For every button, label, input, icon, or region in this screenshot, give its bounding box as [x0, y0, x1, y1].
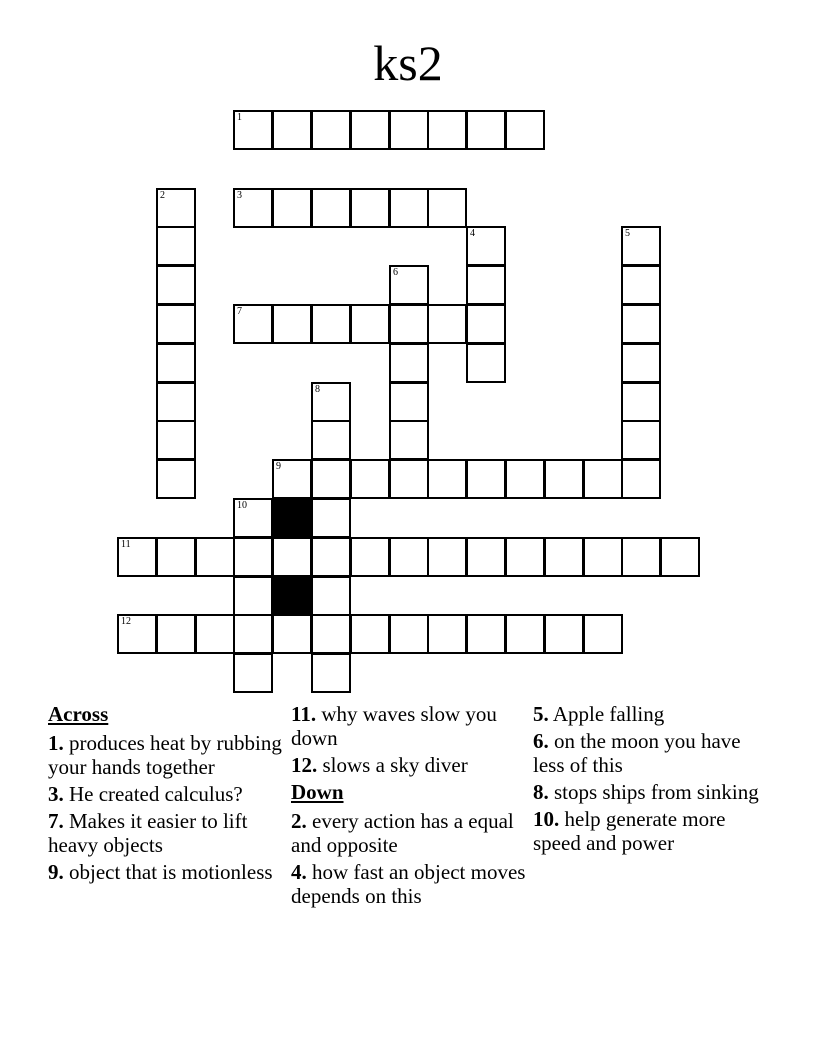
clue-down-2	[291, 809, 527, 857]
grid-cell[interactable]	[621, 420, 661, 460]
grid-cell[interactable]	[505, 537, 545, 577]
grid-cell[interactable]	[389, 265, 429, 305]
grid-cell[interactable]	[311, 614, 351, 654]
grid-cell[interactable]	[621, 382, 661, 422]
cell-number: 7	[237, 306, 242, 317]
across-heading: Across	[48, 702, 109, 726]
grid-cell[interactable]	[156, 614, 196, 654]
grid-cell[interactable]	[466, 459, 506, 499]
grid-cell[interactable]	[583, 537, 623, 577]
clue-number: 12.	[291, 753, 318, 777]
clue-across-9	[48, 860, 284, 884]
cell-number: 12	[121, 616, 131, 627]
grid-cell[interactable]	[311, 188, 351, 228]
grid-cell[interactable]	[466, 537, 506, 577]
clue-text: object that is motionless	[69, 860, 273, 884]
clue-number: 2.	[291, 809, 307, 833]
clue-text: Apple falling	[552, 702, 665, 726]
puzzle-title: ks2	[373, 35, 443, 91]
grid-cell[interactable]	[621, 265, 661, 305]
grid-cell[interactable]	[117, 537, 157, 577]
grid-cell[interactable]	[311, 537, 351, 577]
grid-cell[interactable]	[505, 614, 545, 654]
grid-cell[interactable]	[195, 614, 235, 654]
grid-cell[interactable]	[466, 265, 506, 305]
clue-number: 3.	[48, 782, 64, 806]
clue-column-3	[533, 702, 769, 858]
cell-number: 11	[121, 539, 131, 550]
clue-text: every action has a equal and opposite	[291, 809, 514, 857]
grid-cell[interactable]	[272, 459, 312, 499]
clue-down-10	[533, 807, 769, 855]
grid-cell[interactable]	[466, 614, 506, 654]
grid-cell[interactable]	[156, 459, 196, 499]
grid-cell[interactable]	[621, 226, 661, 266]
grid-cell[interactable]	[583, 614, 623, 654]
grid-cell[interactable]	[311, 420, 351, 460]
grid-cell[interactable]	[660, 537, 700, 577]
grid-cell[interactable]	[117, 614, 157, 654]
clue-text: Makes it easier to lift heavy objects	[48, 809, 248, 857]
grid-cell[interactable]	[621, 343, 661, 383]
grid-cell[interactable]	[350, 304, 390, 344]
grid-cell[interactable]	[389, 343, 429, 383]
clue-across-11	[291, 702, 527, 750]
clue-number: 9.	[48, 860, 64, 884]
grid-cell[interactable]	[389, 420, 429, 460]
grid-cell[interactable]	[156, 304, 196, 344]
grid-cell[interactable]	[466, 304, 506, 344]
clue-text: He created calculus?	[69, 782, 243, 806]
grid-cell[interactable]	[389, 537, 429, 577]
grid-cell[interactable]	[350, 459, 390, 499]
clue-across-3	[48, 782, 284, 806]
grid-cell[interactable]	[272, 188, 312, 228]
grid-cell[interactable]	[505, 459, 545, 499]
grid-cell[interactable]	[233, 614, 273, 654]
clue-number: 10.	[533, 807, 560, 831]
clue-number: 4.	[291, 860, 307, 884]
black-square	[272, 498, 312, 538]
grid-cell[interactable]	[350, 614, 390, 654]
clue-down-6	[533, 729, 769, 777]
grid-cell[interactable]	[311, 382, 351, 422]
grid-cell[interactable]	[427, 614, 467, 654]
cell-number: 3	[237, 190, 242, 201]
grid-cell[interactable]	[311, 498, 351, 538]
grid-cell[interactable]	[272, 537, 312, 577]
grid-cell[interactable]	[427, 304, 467, 344]
clue-number: 1.	[48, 731, 64, 755]
clue-number: 8.	[533, 780, 549, 804]
grid-cell[interactable]	[272, 110, 312, 150]
grid-cell[interactable]	[466, 343, 506, 383]
clue-number: 6.	[533, 729, 549, 753]
grid-cell[interactable]	[389, 188, 429, 228]
cell-number: 9	[276, 461, 281, 472]
grid-cell[interactable]	[544, 459, 584, 499]
grid-cell[interactable]	[544, 614, 584, 654]
cell-number: 10	[237, 500, 247, 511]
grid-cell[interactable]	[466, 226, 506, 266]
clue-text: help generate more speed and power	[533, 807, 726, 855]
grid-cell[interactable]	[156, 420, 196, 460]
grid-cell[interactable]	[233, 304, 273, 344]
grid-cell[interactable]	[233, 188, 273, 228]
clue-column-1	[48, 702, 284, 887]
grid-cell[interactable]	[195, 537, 235, 577]
grid-cell[interactable]	[427, 537, 467, 577]
grid-cell[interactable]	[156, 226, 196, 266]
grid-cell[interactable]	[311, 110, 351, 150]
grid-cell[interactable]	[311, 653, 351, 693]
cell-number: 2	[160, 190, 165, 201]
clue-text: stops ships from sinking	[554, 780, 759, 804]
grid-cell[interactable]	[505, 110, 545, 150]
grid-cell[interactable]	[311, 576, 351, 616]
clue-down-5	[533, 702, 769, 726]
grid-cell[interactable]	[389, 614, 429, 654]
grid-cell[interactable]	[427, 188, 467, 228]
clue-across-12	[291, 753, 527, 777]
clue-across-1	[48, 731, 284, 779]
black-square	[272, 576, 312, 616]
grid-cell[interactable]	[544, 537, 584, 577]
clue-number: 7.	[48, 809, 64, 833]
clue-text: slows a sky diver	[322, 753, 468, 777]
grid-cell[interactable]	[389, 304, 429, 344]
grid-cell[interactable]	[156, 188, 196, 228]
grid-cell[interactable]	[272, 614, 312, 654]
clue-across-7	[48, 809, 284, 857]
grid-cell[interactable]	[233, 576, 273, 616]
grid-cell[interactable]	[350, 188, 390, 228]
cell-number: 4	[470, 228, 475, 239]
clue-number: 5.	[533, 702, 549, 726]
clue-text: produces heat by rubbing your hands together	[48, 731, 282, 779]
grid-cell[interactable]	[233, 653, 273, 693]
cell-number: 8	[315, 384, 320, 395]
grid-cell[interactable]	[389, 459, 429, 499]
grid-cell[interactable]	[621, 459, 661, 499]
grid-cell[interactable]	[156, 343, 196, 383]
grid-cell[interactable]	[156, 537, 196, 577]
grid-cell[interactable]	[389, 382, 429, 422]
grid-cell[interactable]	[389, 110, 429, 150]
grid-cell[interactable]	[233, 537, 273, 577]
grid-cell[interactable]	[350, 110, 390, 150]
grid-cell[interactable]	[311, 459, 351, 499]
cell-number: 6	[393, 267, 398, 278]
grid-cell[interactable]	[156, 382, 196, 422]
clue-number: 11.	[291, 702, 317, 726]
grid-cell[interactable]	[466, 110, 506, 150]
clue-text: how fast an object moves depends on this	[291, 860, 526, 908]
grid-cell[interactable]	[311, 304, 351, 344]
grid-cell[interactable]	[427, 459, 467, 499]
clue-text: why waves slow you down	[291, 702, 497, 750]
cell-number: 1	[237, 112, 242, 123]
clue-text: on the moon you have less of this	[533, 729, 741, 777]
grid-cell[interactable]	[427, 110, 467, 150]
down-heading: Down	[291, 780, 344, 804]
clue-down-4	[291, 860, 527, 908]
clue-column-2	[291, 702, 527, 911]
cell-number: 5	[625, 228, 630, 239]
grid-cell[interactable]	[156, 265, 196, 305]
grid-cell[interactable]	[233, 110, 273, 150]
grid-cell[interactable]	[583, 459, 623, 499]
clue-down-8	[533, 780, 769, 804]
grid-cell[interactable]	[621, 304, 661, 344]
grid-cell[interactable]	[350, 537, 390, 577]
grid-cell[interactable]	[272, 304, 312, 344]
grid-cell[interactable]	[621, 537, 661, 577]
grid-cell[interactable]	[233, 498, 273, 538]
